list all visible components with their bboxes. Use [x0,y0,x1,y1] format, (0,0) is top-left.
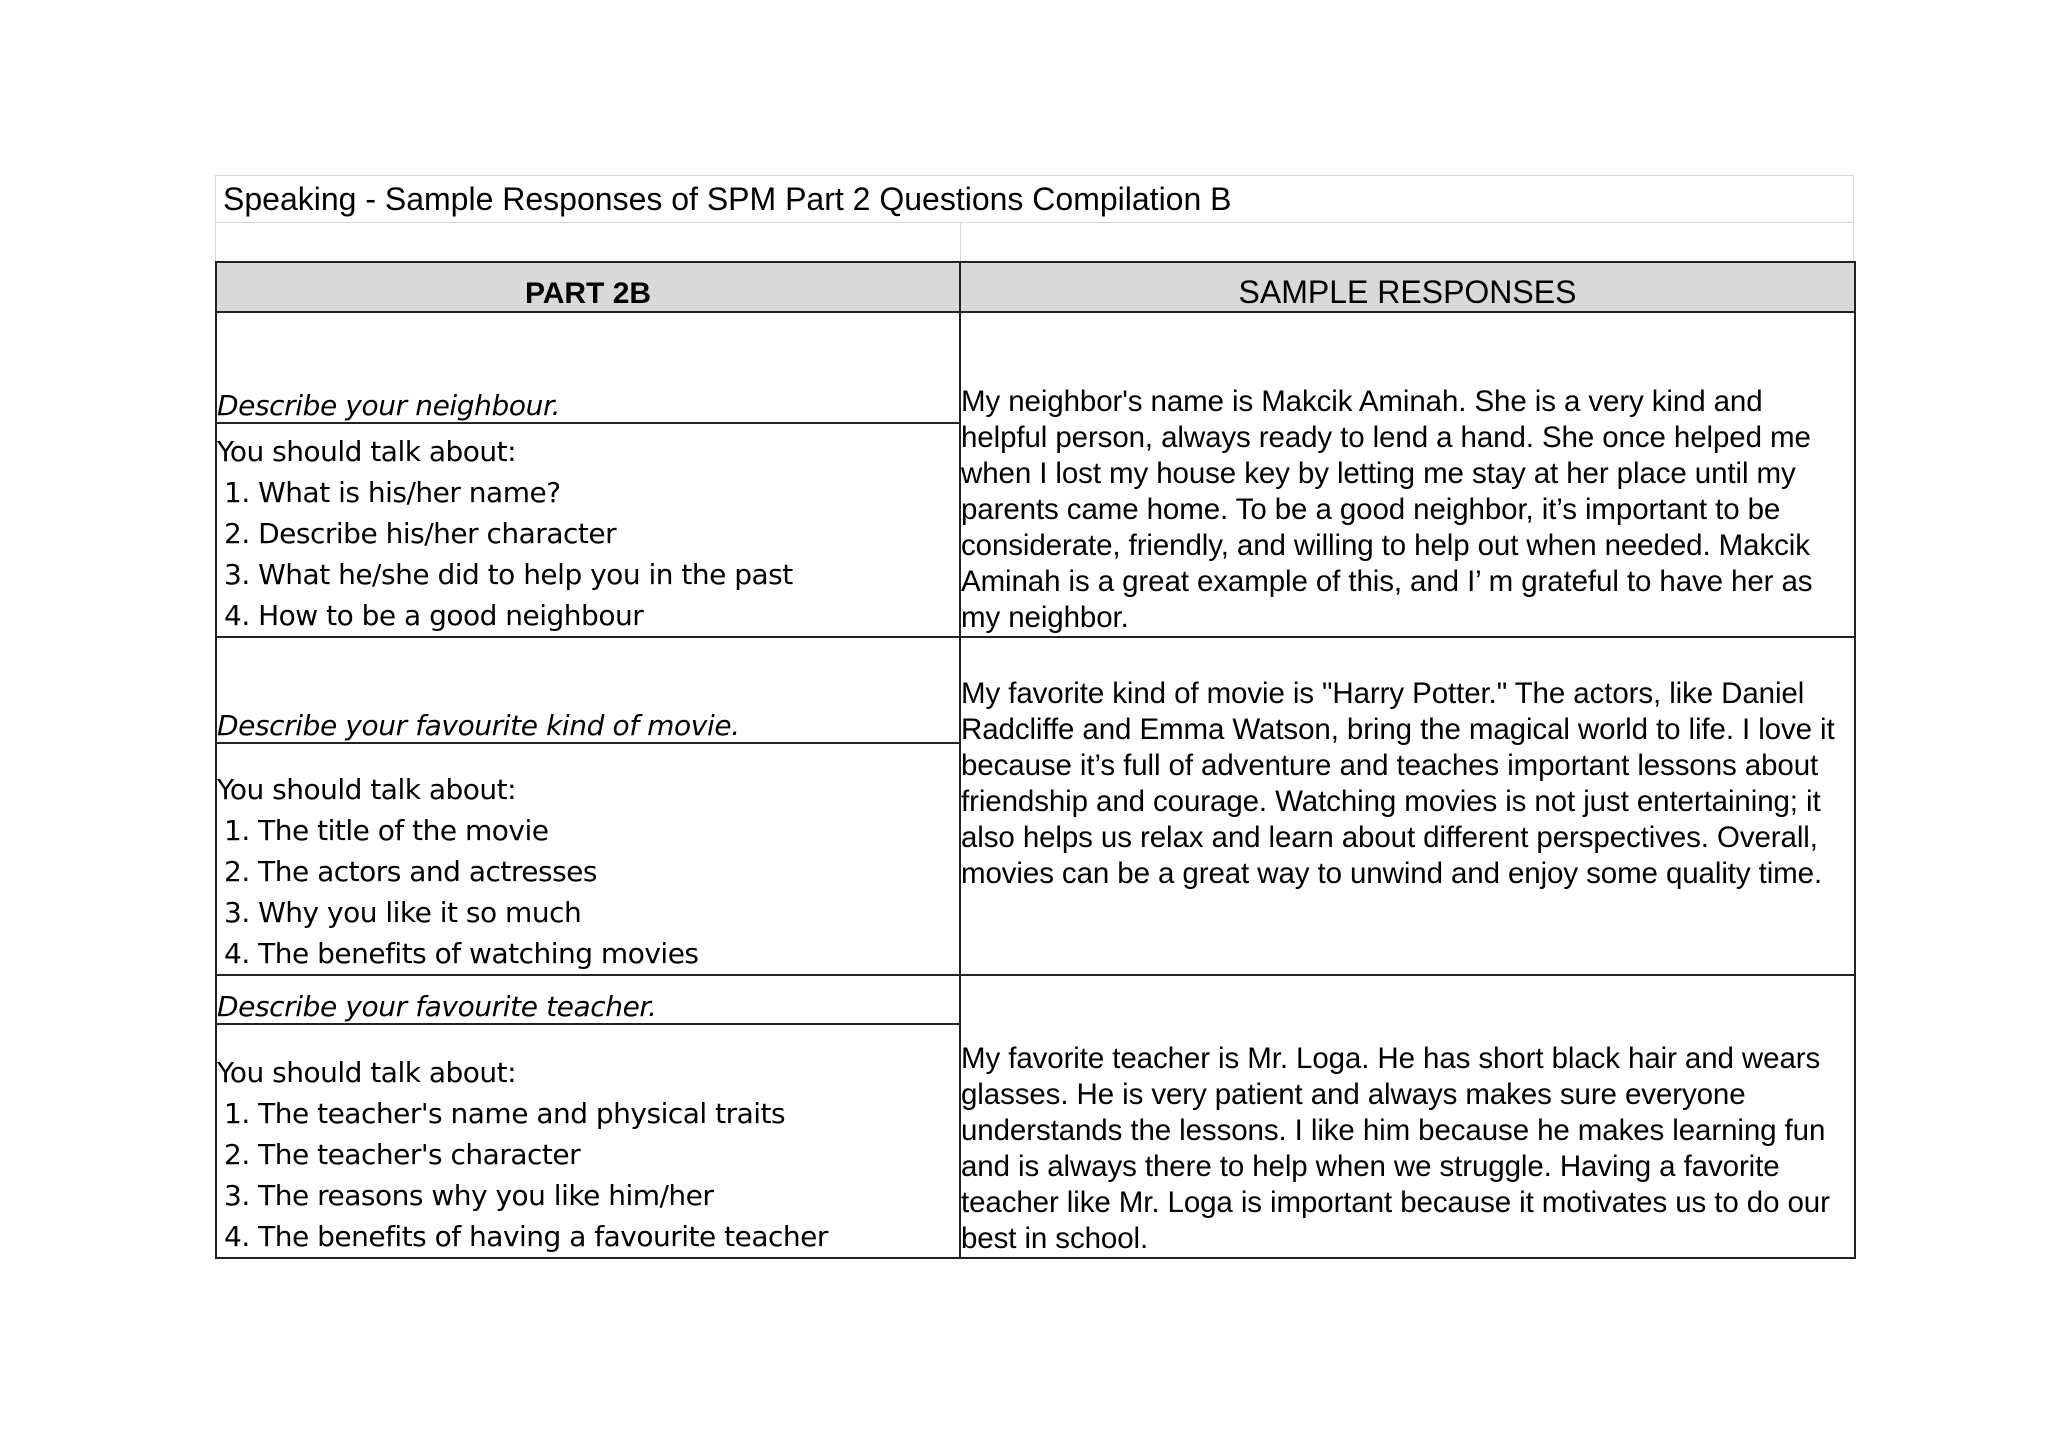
response-cell: My favorite kind of movie is "Harry Potter." The actors, like Daniel Radcliffe and Emma Watson, bring the magical world to life. I love it because it’s full of adventure and teaches important lessons about friendship and courage. Watching movies is not just entertaining; it also helps us relax and learn about different perspectives. Overall, movies can be a great way to unwind and enjoy some quality time. [960,637,1855,975]
questions-table [215,261,1856,1259]
talk-intro: You should talk about: [217,773,517,806]
talk-intro: You should talk about: [217,435,517,468]
talk-points-cell [216,743,960,975]
empty-cell-left [216,223,961,261]
empty-cell-right [961,223,1853,261]
response-cell: My neighbor's name is Makcik Aminah. She is a very kind and helpful person, always ready to lend a hand. She once helped me when I lost my house key by letting me stay at her place until my parents came home. To be a good neighbor, it’s important to be considerate, friendly, and willing to help out when needed. Makcik Aminah is a great example of this, and I’ m grateful to have her as my neighbor. [960,312,1855,637]
prompt-cell: Describe your favourite kind of movie. [216,637,960,743]
talk-point: 3. Why you like it so much [224,896,582,929]
talk-point: 4. How to be a good neighbour [224,599,644,632]
table-row [216,312,1855,423]
table-row [216,637,1855,743]
talk-point: 2. The actors and actresses [224,855,597,888]
talk-point: 3. What he/she did to help you in the past [224,558,793,591]
header-sample-responses: SAMPLE RESPONSES [960,262,1855,312]
prompt-cell: Describe your neighbour. [216,312,960,423]
talk-point: 2. The teacher's character [224,1138,581,1171]
spreadsheet-page [215,175,1854,1259]
header-row [216,262,1855,312]
talk-intro: You should talk about: [217,1056,517,1089]
talk-point: 1. The title of the movie [224,814,549,847]
talk-point: 1. The teacher's name and physical traits [224,1097,786,1130]
empty-row [215,223,1854,261]
talk-point: 4. The benefits of watching movies [224,937,699,970]
response-cell: My favorite teacher is Mr. Loga. He has short black hair and wears glasses. He is very patient and always makes sure everyone understands the lessons. I like him because he makes learning fun and is always there to help when we struggle. Having a favorite teacher like Mr. Loga is important because it motivates us to do our best in school. [960,975,1855,1258]
talk-point: 2. Describe his/her character [224,517,617,550]
prompt-cell: Describe your favourite teacher. [216,975,960,1024]
table-row [216,975,1855,1024]
talk-point: 4. The benefits of having a favourite teacher [224,1220,828,1253]
talk-point: 3. The reasons why you like him/her [224,1179,714,1212]
talk-point: 1. What is his/her name? [224,476,561,509]
header-part-2b: PART 2B [216,262,960,312]
sheet-title: Speaking - Sample Responses of SPM Part 2 Questions Compilation B [215,175,1854,223]
talk-points-cell [216,1024,960,1258]
talk-points-cell [216,423,960,637]
